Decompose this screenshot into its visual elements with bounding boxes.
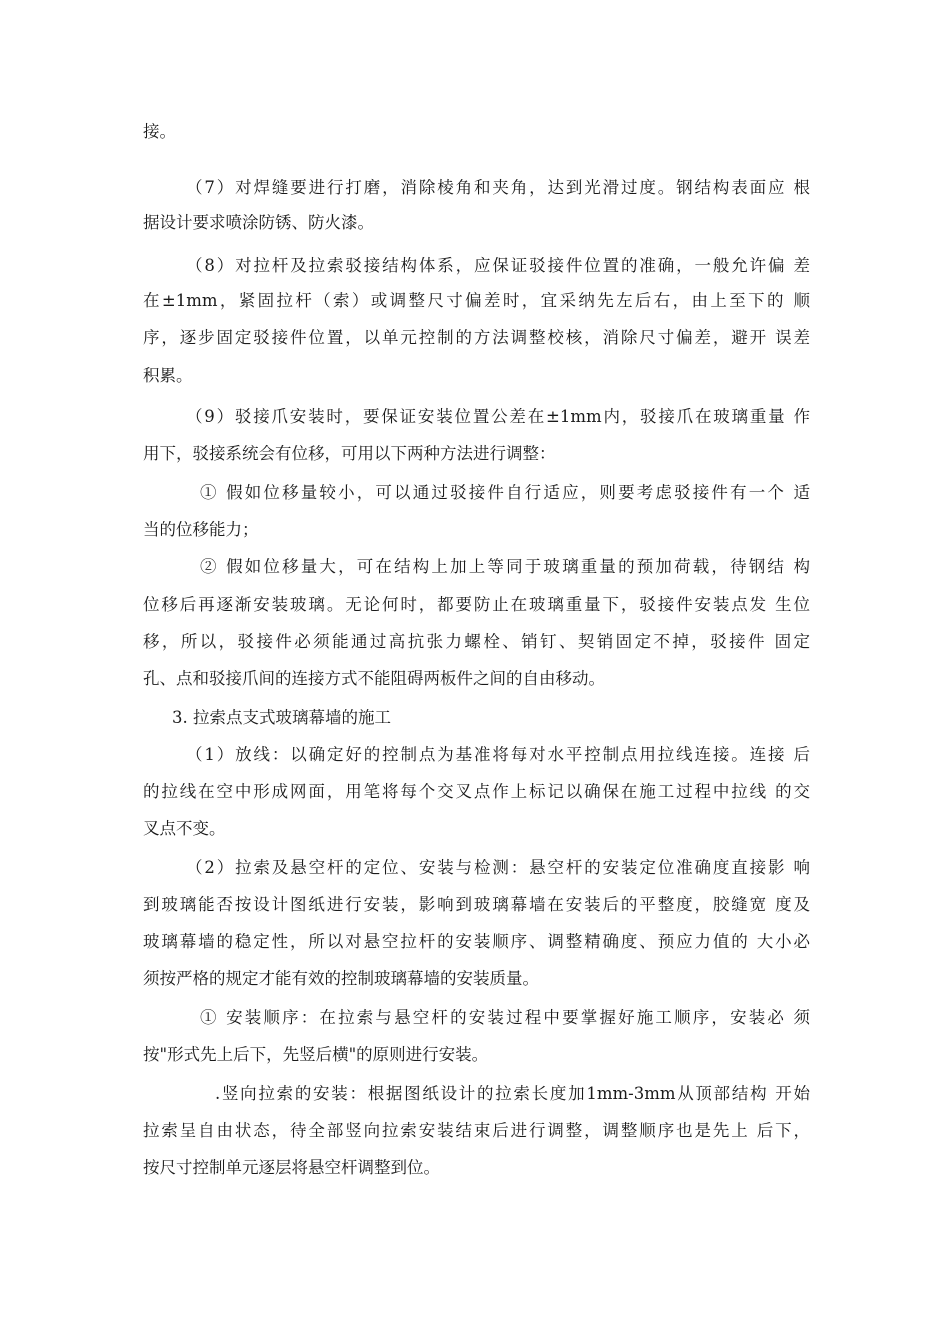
text-line: ① 假如位移量较小，可以通过驳接件自行适应，则要考虑驳接件有一个 适 (200, 483, 810, 502)
text-line: ② 假如位移量大，可在结构上加上等同于玻璃重量的预加荷载，待钢结 构 (200, 557, 810, 576)
text-line: （1）放线：以确定好的控制点为基准将每对水平控制点用拉线连接。连接 后 (186, 745, 810, 764)
text-line: 序，逐步固定驳接件位置，以单元控制的方法调整校核，消除尺寸偏差，避开 误差 (143, 328, 810, 347)
text-line: 按"形式先上后下，先竖后横"的原则进行安装。 (143, 1045, 489, 1064)
text-line: 位移后再逐渐安装玻璃。无论何时，都要防止在玻璃重量下，驳接件安装点发 生位 (143, 595, 810, 614)
text-line: 叉点不变。 (143, 819, 226, 838)
text-line: （7）对焊缝要进行打磨，消除棱角和夹角，达到光滑过度。钢结构表面应 根 (186, 178, 810, 197)
text-line: 按尺寸控制单元逐层将悬空杆调整到位。 (143, 1158, 440, 1177)
text-line: （2）拉索及悬空杆的定位、安装与检测：悬空杆的安装定位准确度直接影 响 (186, 858, 810, 877)
text-line: .竖向拉索的安装：根据图纸设计的拉索长度加1mm-3mm从顶部结构 开始 (215, 1084, 810, 1103)
text-line: 移，所以，驳接件必须能通过高抗张力螺栓、销钉、契销固定不掉，驳接件 固定 (143, 632, 810, 651)
section-heading: 3. 拉索点支式玻璃幕墙的施工 (172, 708, 391, 727)
text-line: （9）驳接爪安装时，要保证安装位置公差在±1mm内，驳接爪在玻璃重量 作 (186, 407, 810, 426)
text-line: 积累。 (143, 366, 193, 385)
text-line: 玻璃幕墙的稳定性，所以对悬空拉杆的安装顺序、调整精确度、预应力值的 大小必 (143, 932, 810, 951)
text-line: 当的位移能力； (143, 520, 259, 539)
text-line: ① 安装顺序：在拉索与悬空杆的安装过程中要掌握好施工顺序，安装必 须 (200, 1008, 810, 1027)
text-line: 到玻璃能否按设计图纸进行安装，影响到玻璃幕墙在安装后的平整度，胶缝宽 度及 (143, 895, 810, 914)
text-line: 拉索呈自由状态，待全部竖向拉索安装结束后进行调整，调整顺序也是先上 后下， (143, 1121, 810, 1140)
text-line: 须按严格的规定才能有效的控制玻璃幕墙的安装质量。 (143, 969, 539, 988)
text-line: 据设计要求喷涂防锈、防火漆。 (143, 213, 374, 232)
text-line: 接。 (143, 122, 176, 141)
text-line: 孔、点和驳接爪间的连接方式不能阻碍两板件之间的自由移动。 (143, 669, 605, 688)
text-line: 的拉线在空中形成网面，用笔将每个交叉点作上标记以确保在施工过程中拉线 的交 (143, 782, 810, 801)
text-line: 在±1mm，紧固拉杆（索）或调整尺寸偏差时，宜采纳先左后右，由上至下的 顺 (143, 291, 810, 310)
text-line: 用下，驳接系统会有位移，可用以下两种方法进行调整： (143, 444, 556, 463)
text-line: （8）对拉杆及拉索驳接结构体系，应保证驳接件位置的准确，一般允许偏 差 (186, 256, 810, 275)
